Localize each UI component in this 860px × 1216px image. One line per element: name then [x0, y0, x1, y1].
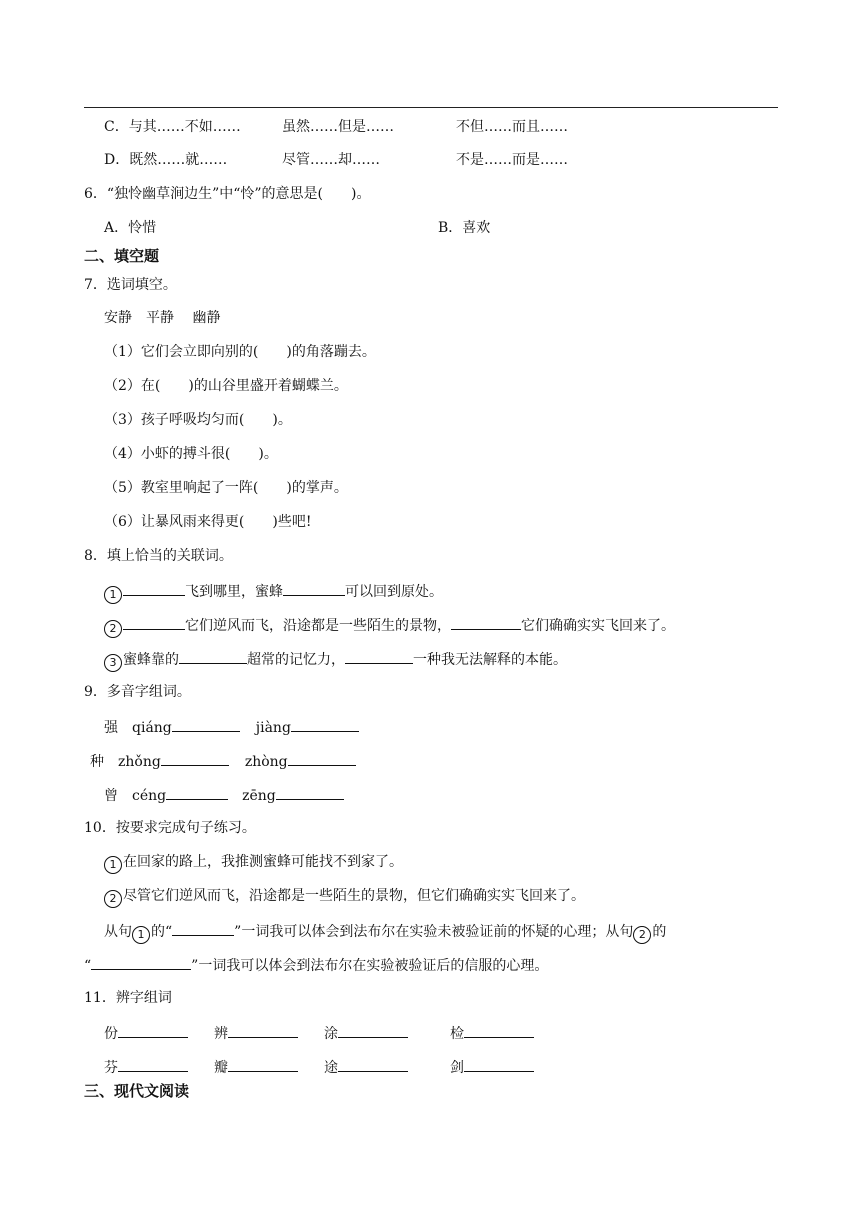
circled-number: 2 — [633, 926, 651, 944]
q7-item-5: （5）教室里响起了一阵( )的掌声。 — [104, 480, 348, 496]
q5-option-c — [104, 117, 241, 137]
answer-blank[interactable] — [464, 1056, 534, 1072]
answer-blank[interactable] — [172, 716, 240, 732]
answer-blank[interactable] — [291, 716, 359, 732]
q7-word-bank: 安静 平静 幽静 — [104, 310, 221, 326]
circled-number: 1 — [104, 586, 122, 604]
answer-blank[interactable] — [161, 750, 229, 766]
q10-text: “ — [84, 958, 92, 974]
q10-prompt-line-1 — [104, 920, 666, 944]
q10-s1-text: 在回家的路上，我推测蜜蜂可能找不到家了。 — [123, 854, 403, 870]
q7-item-3: （3）孩子呼吸均匀而( )。 — [104, 412, 292, 428]
q8-line-2 — [104, 614, 675, 638]
q10-s2-text: 尽管它们逆风而飞，沿途都是一些陌生的景物，但它们确确实实飞回来了。 — [123, 888, 585, 904]
answer-blank[interactable] — [345, 648, 413, 664]
answer-blank[interactable] — [118, 1056, 188, 1072]
q11-row-1 — [104, 1022, 534, 1044]
q10-sentence-1 — [104, 852, 403, 874]
section-modern-reading: 三、现代文阅读 — [84, 1082, 190, 1100]
q10-text: 的 — [652, 924, 667, 940]
answer-blank[interactable] — [464, 1022, 534, 1038]
q8-stem: 8．填上恰当的关联词。 — [84, 548, 233, 564]
pinyin: zhòng — [244, 754, 288, 770]
q11-char: 检 — [450, 1026, 464, 1042]
q9-char: 强 — [104, 720, 118, 736]
answer-blank[interactable] — [118, 1022, 188, 1038]
q5-option-d: D．既然……就…… — [104, 152, 228, 168]
answer-blank[interactable] — [338, 1022, 408, 1038]
q10-sentence-2 — [104, 886, 585, 908]
q8-l2-text-a: 它们逆风而飞，沿途都是一些陌生的景物， — [185, 618, 451, 634]
q7-item-2: （2）在( )的山谷里盛开着蝴蝶兰。 — [104, 378, 348, 394]
q11-char: 辨 — [214, 1026, 228, 1042]
section-fill-blanks: 二、填空题 — [84, 247, 160, 265]
circled-number: 2 — [104, 890, 122, 908]
q6-stem: 6．“独怜幽草涧边生”中“怜”的意思是( )。 — [84, 186, 371, 202]
q7-item-6: （6）让暴风雨来得更( )些吧! — [104, 514, 312, 530]
pinyin: zēng — [242, 788, 276, 804]
q5-c-opt1: C．与其……不如…… — [104, 119, 241, 135]
answer-blank[interactable] — [172, 920, 234, 936]
q10-text: 的“ — [151, 924, 173, 940]
answer-blank[interactable] — [228, 1056, 298, 1072]
q10-prompt-line-2 — [84, 954, 548, 976]
pinyin: céng — [132, 788, 167, 804]
answer-blank[interactable] — [123, 614, 185, 630]
answer-blank[interactable] — [91, 954, 191, 970]
q9-row-1 — [104, 716, 359, 738]
q10-text: ”一词我可以体会到法布尔在实验未被验证前的怀疑的心理；从句 — [234, 924, 634, 940]
q5-c-opt2: 虽然……但是…… — [282, 119, 394, 135]
q10-stem: 10．按要求完成句子练习。 — [84, 820, 256, 836]
answer-blank[interactable] — [166, 784, 228, 800]
q5-d-opt2: 尽管……却…… — [282, 152, 380, 168]
answer-blank[interactable] — [283, 580, 345, 596]
q8-l3-text-c: 一种我无法解释的本能。 — [413, 652, 567, 668]
q11-char: 途 — [324, 1060, 338, 1076]
q9-row-2 — [90, 750, 356, 772]
q8-l3-text-a: 蜜蜂靠的 — [123, 652, 179, 668]
pinyin: jiàng — [255, 720, 291, 736]
q7-item-1: （1）它们会立即向别的( )的角落蹦去。 — [104, 344, 376, 360]
circled-number: 2 — [104, 620, 122, 638]
q10-text: ”一词我可以体会到法布尔在实验被验证后的信服的心理。 — [191, 958, 549, 974]
q11-char: 瓣 — [214, 1060, 228, 1076]
answer-blank[interactable] — [228, 1022, 298, 1038]
q11-char: 剑 — [450, 1060, 464, 1076]
q8-line-3 — [104, 648, 567, 672]
pinyin: qiáng — [132, 720, 172, 736]
header-rule — [84, 107, 778, 108]
pinyin: zhǒng — [118, 754, 161, 770]
q8-l1-text-b: 可以回到原处。 — [345, 584, 443, 600]
q11-row-2 — [104, 1056, 534, 1078]
answer-blank[interactable] — [123, 580, 185, 596]
circled-number: 3 — [104, 654, 122, 672]
answer-blank[interactable] — [179, 648, 247, 664]
circled-number: 1 — [132, 926, 150, 944]
q9-row-3 — [104, 784, 344, 806]
q6-option-b: B．喜欢 — [438, 220, 491, 236]
q11-char: 份 — [104, 1026, 118, 1042]
q8-line-1 — [104, 580, 443, 604]
q10-text: 从句 — [104, 924, 132, 940]
answer-blank[interactable] — [288, 750, 356, 766]
answer-blank[interactable] — [451, 614, 521, 630]
q5-c-opt3: 不但……而且…… — [456, 119, 568, 135]
q9-char: 种 — [90, 754, 104, 770]
answer-blank[interactable] — [276, 784, 344, 800]
q9-stem: 9．多音字组词。 — [84, 684, 191, 700]
q7-item-4: （4）小虾的搏斗很( )。 — [104, 446, 278, 462]
q8-l1-text-a: 飞到哪里，蜜蜂 — [185, 584, 283, 600]
q6-option-a: A．怜惜 — [104, 220, 157, 236]
q11-char: 涂 — [324, 1026, 338, 1042]
answer-blank[interactable] — [338, 1056, 408, 1072]
q7-stem: 7．选词填空。 — [84, 277, 177, 293]
q11-char: 芬 — [104, 1060, 118, 1076]
q9-char: 曾 — [104, 788, 118, 804]
q5-d-opt3: 不是……而是…… — [456, 152, 568, 168]
q8-l2-text-b: 它们确确实实飞回来了。 — [521, 618, 675, 634]
q8-l3-text-b: 超常的记忆力， — [247, 652, 345, 668]
q11-stem: 11．辨字组词 — [84, 990, 172, 1006]
circled-number: 1 — [104, 856, 122, 874]
